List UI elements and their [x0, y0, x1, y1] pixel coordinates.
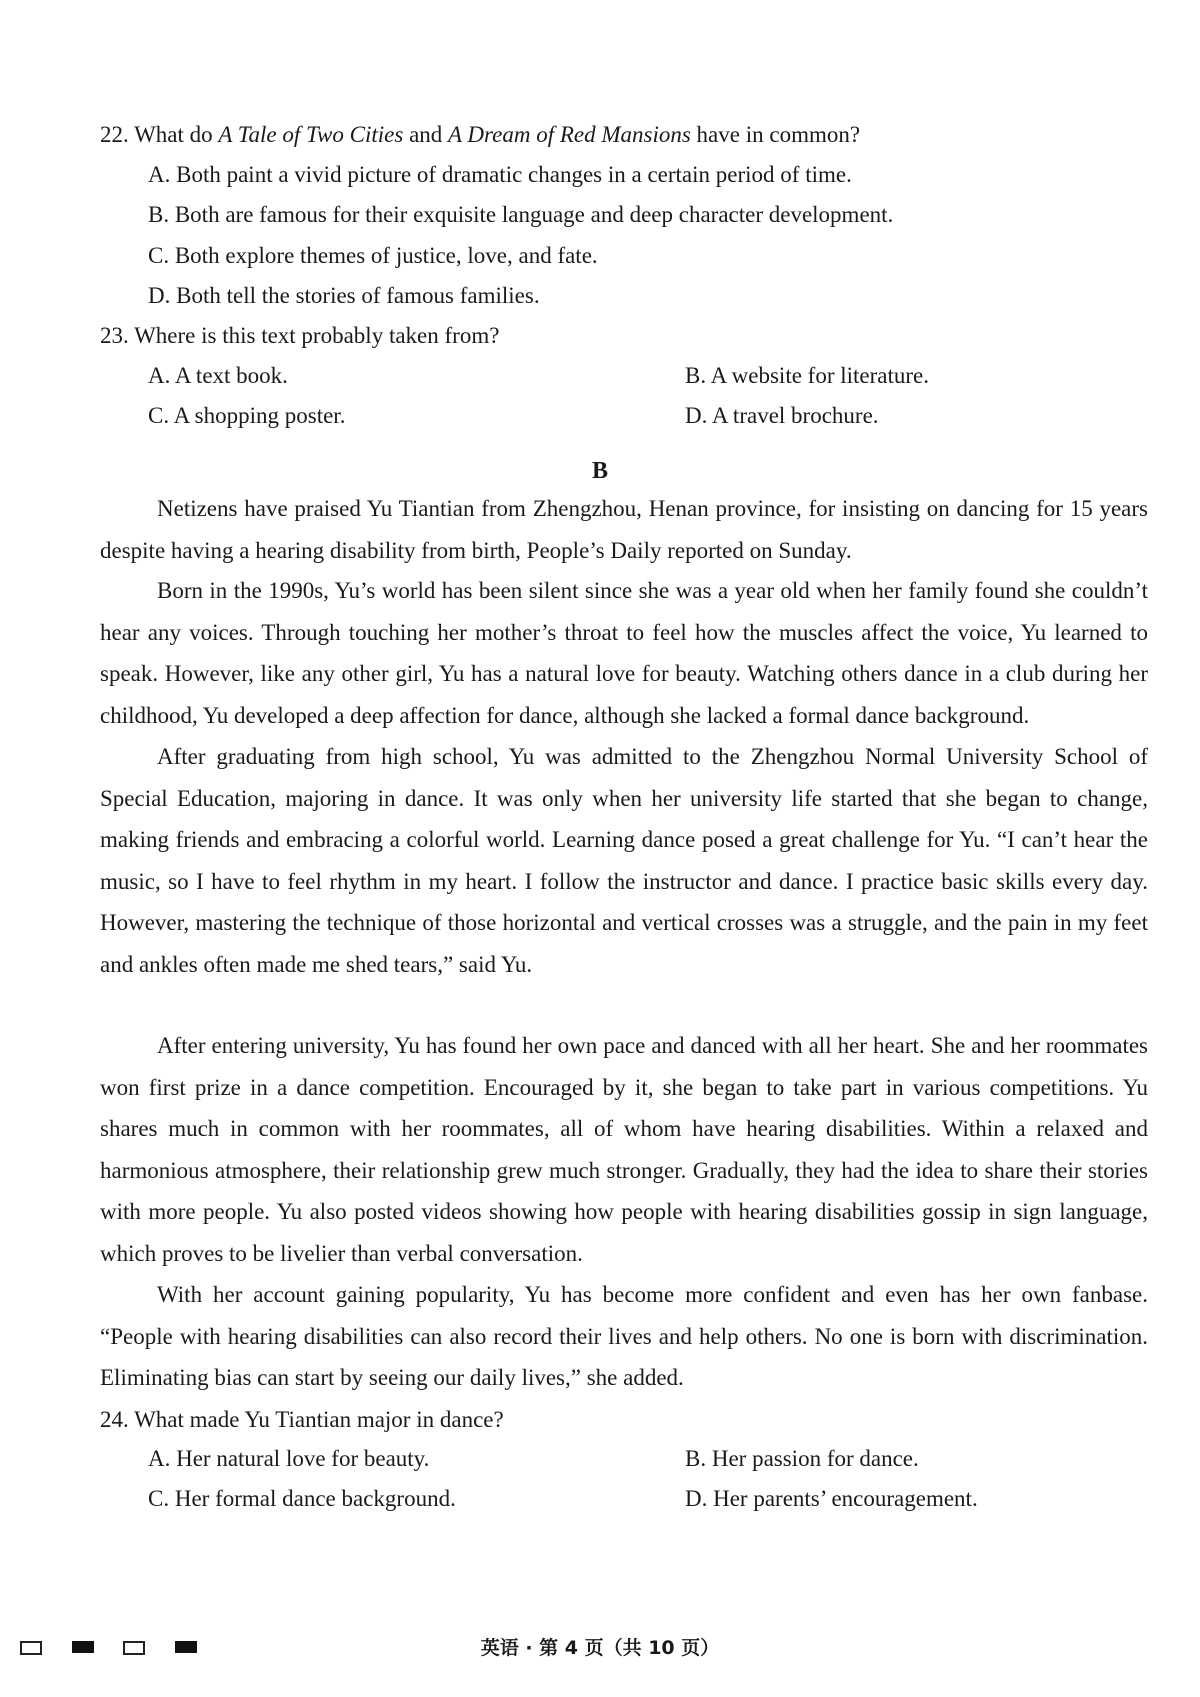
- question-24-option-a: A. Her natural love for beauty.: [148, 1446, 430, 1471]
- question-24-option-b: B. Her passion for dance.: [685, 1446, 919, 1471]
- question-24-option-c: C. Her formal dance background.: [148, 1486, 456, 1511]
- question-23-stem: 23. Where is this text probably taken from?: [100, 323, 500, 348]
- page-number-label: 英语 · 第 4 页（共 10 页）: [480, 1637, 720, 1659]
- question-23-option-c: C. A shopping poster.: [148, 403, 346, 428]
- question-23-option-a: A. A text book.: [148, 363, 288, 388]
- page-footer: [0, 1631, 1200, 1663]
- passage-paragraph-5: With her account gaining popularity, Yu has become more confident and even has her own fanbase. “People with hearing disabilities can also record their lives and help others. No one is born with discrimination. Eliminating bias can start by seeing our daily lives,” she added.: [100, 1282, 1148, 1390]
- question-22-stem-post: have in common?: [696, 122, 861, 147]
- question-22-number: 22.: [100, 122, 129, 147]
- question-24-stem: 24. What made Yu Tiantian major in dance?: [100, 1407, 504, 1432]
- passage-paragraph-2: Born in the 1990s, Yu’s world has been silent since she was a year old when her family found she couldn’t hear any voices. Through touching her mother’s throat to feel how the muscles affect the voice, Yu learned to speak. However, like any other girl, Yu has a natural love for beauty. Watching others dance in a club during her childhood, Yu developed a deep affection for dance, although she lacked a formal dance background.: [100, 578, 1148, 728]
- question-22-option-a: A. Both paint a vivid picture of dramatic changes in a certain period of time.: [148, 162, 852, 187]
- question-23-option-d: D. A travel brochure.: [685, 403, 879, 428]
- question-22-option-b: B. Both are famous for their exquisite language and deep character development.: [148, 202, 894, 227]
- question-24-option-d: D. Her parents’ encouragement.: [685, 1486, 978, 1511]
- question-22-option-c: C. Both explore themes of justice, love, and fate.: [148, 243, 598, 268]
- question-23-option-b: B. A website for literature.: [685, 363, 929, 388]
- passage-paragraph-3: After graduating from high school, Yu was admitted to the Zhengzhou Normal University School of Special Education, majoring in dance. It was only when her university life started that she began to change, making friends and embracing a colorful world. Learning dance posed a great challenge for Yu. “I can’t hear the music, so I have to feel rhythm in my heart. I follow the instructor and dance. I practice basic skills every day. However, mastering the technique of those horizontal and vertical crosses was a struggle, and the pain in my feet and ankles often made me shed tears,” said Yu.: [100, 744, 1148, 977]
- passage-paragraph-1: Netizens have praised Yu Tiantian from Zhengzhou, Henan province, for insisting on dancing for 15 years despite having a hearing disability from birth, People’s Daily reported on Sunday.: [100, 496, 1148, 563]
- question-22-stem: [100, 120, 860, 150]
- question-22-title-2: A Dream of Red Mansions: [448, 122, 691, 147]
- question-22-option-d: D. Both tell the stories of famous families.: [148, 283, 540, 308]
- question-22-stem-pre: What do: [134, 122, 213, 147]
- section-b-title: B: [591, 458, 608, 484]
- passage-paragraph-4: After entering university, Yu has found her own pace and danced with all her heart. She and her roommates won first prize in a dance competition. Encouraged by it, she began to take part in various competitions. Yu shares much in common with her roommates, all of whom have hearing disabilities. Within a relaxed and harmonious atmosphere, their relationship grew much stronger. Gradually, they had the idea to share their stories with more people. Yu also posted videos showing how people with hearing disabilities gossip in sign language, which proves to be livelier than verbal conversation.: [100, 1033, 1148, 1266]
- question-22-stem-mid: and: [409, 122, 443, 147]
- question-22-title-1: A Tale of Two Cities: [218, 122, 404, 147]
